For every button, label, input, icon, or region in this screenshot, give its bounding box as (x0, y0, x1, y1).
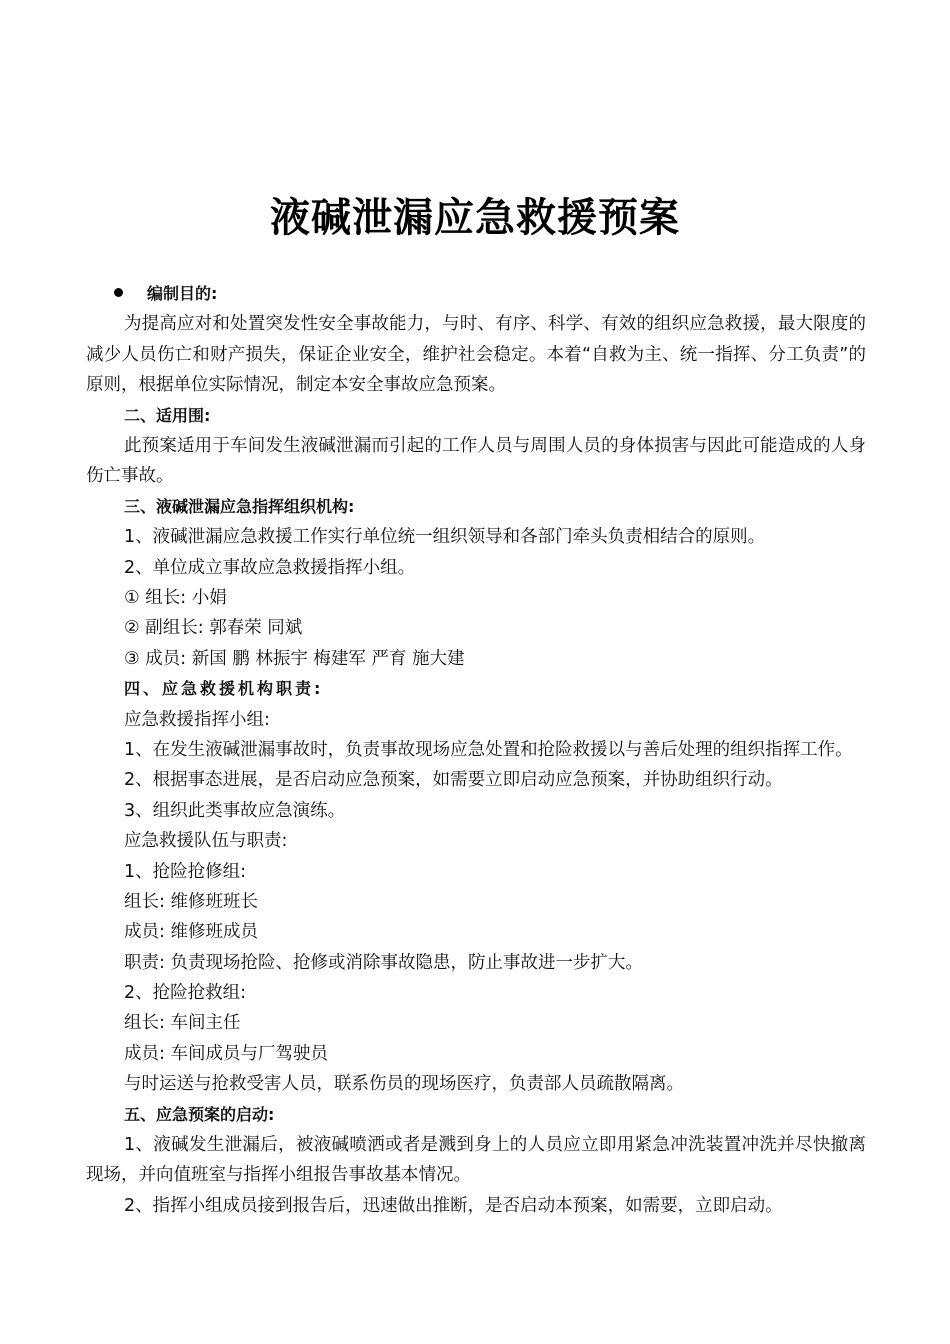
duties-item: 应急救援队伍与职责: (124, 831, 288, 852)
duties-item: 职责: 负责现场抢险、抢修或消除事故隐患，防止事故进一步扩大。 (124, 952, 643, 973)
duties-item: 组长: 维修班班长 (124, 891, 258, 912)
bullet-icon (114, 288, 123, 297)
duties-heading: 四、应急救援机构职责: (124, 679, 324, 699)
duties-item: 组长: 车间主任 (124, 1013, 241, 1034)
duties-item: 1、在发生液碱泄漏事故时，负责事故现场应急处置和抢险救援以与善后处理的组织指挥工作。 (124, 739, 853, 760)
scope-heading: 二、适用围: (124, 405, 211, 425)
activation-item: 1、液碱发生泄漏后，被液碱喷洒或者是溅到身上的人员应立即用紧急冲洗装置冲洗并尽快撤离现场，并向值班室与指挥小组报告事故基本情况。 (86, 1135, 866, 1186)
duties-item: 3、组织此类事故应急演练。 (124, 800, 346, 821)
purpose-paragraph: 为提高应对和处置突发性安全事故能力，与时、有序、科学、有效的组织应急救援，最大限度的减少人员伤亡和财产损失，保证企业安全，维护社会稳定。本着“自救为主、统一指挥、分工负责”的原则，根据单位实际情况，制定本安全事故应急预案。 (86, 314, 866, 396)
duties-item: 成员: 车间成员与厂驾驶员 (124, 1043, 328, 1064)
activation-heading: 五、应急预案的启动: (124, 1104, 275, 1124)
organization-item: 1、液碱泄漏应急救援工作实行单位统一组织领导和各部门牵头负责相结合的原则。 (124, 527, 766, 548)
duties-item: 与时运送与抢救受害人员，联系伤员的现场医疗，负责部人员疏散隔离。 (124, 1074, 684, 1095)
scope-paragraph: 此预案适用于车间发生液碱泄漏而引起的工作人员与周围人员的身体损害与因此可能造成的人身伤亡事故。 (86, 436, 866, 487)
organization-item: ③ 成员: 新国 鹏 林振宇 梅建军 严育 施大建 (124, 648, 465, 669)
document-title: 液碱泄漏应急救援预案 (270, 195, 680, 241)
organization-item: ① 组长: 小娟 (124, 587, 227, 608)
duties-item: 2、根据事态进展，是否启动应急预案，如需要立即启动应急预案，并协助组织行动。 (124, 770, 783, 791)
duties-item: 2、抢险抢救组: (124, 983, 247, 1004)
organization-item: ② 副组长: 郭春荣 同斌 (124, 618, 303, 639)
duties-item: 应急救援指挥小组: (124, 709, 270, 730)
organization-item: 2、单位成立事故应急救援指挥小组。 (124, 557, 416, 578)
duties-item: 1、抢险抢修组: (124, 861, 247, 882)
purpose-heading-text: 编制目的: (147, 284, 218, 303)
organization-heading: 三、液碱泄漏应急指挥组织机构: (124, 496, 355, 516)
duties-item: 成员: 维修班成员 (124, 922, 258, 943)
purpose-heading (86, 279, 866, 309)
activation-item: 2、指挥小组成员接到报告后，迅速做出推断，是否启动本预案，如需要，立即启动。 (124, 1195, 783, 1216)
document-body (86, 279, 866, 1221)
